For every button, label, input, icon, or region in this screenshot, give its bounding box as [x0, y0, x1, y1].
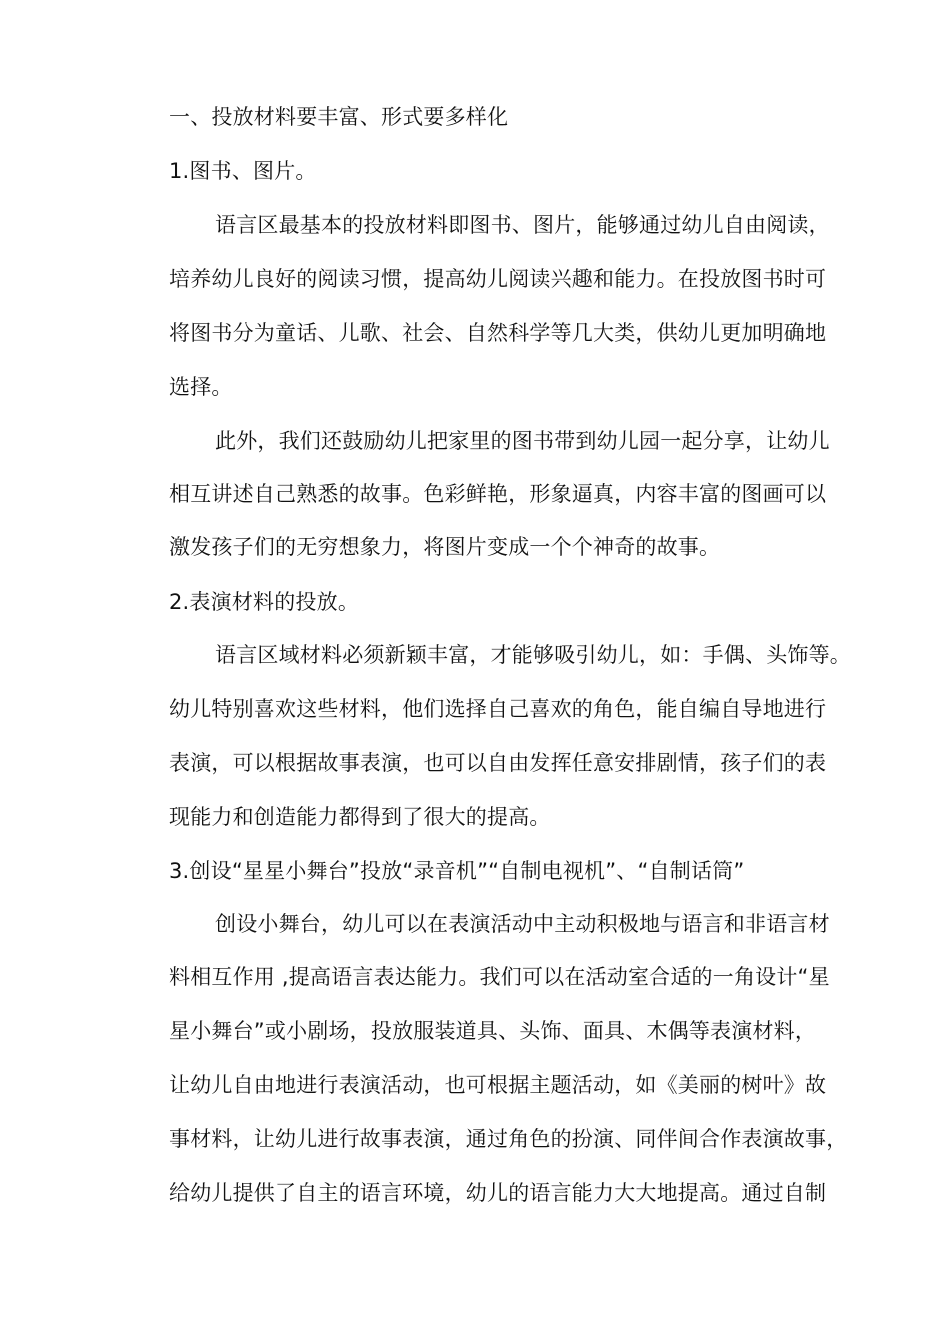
paragraph-line: 事材料，让幼儿进行故事表演，通过角色的扮演、同伴间合作表演故事，: [169, 1127, 848, 1151]
paragraph-line: 选择。: [169, 375, 233, 399]
paragraph-line: 语言区域材料必须新颖丰富，才能够吸引幼儿，如：手偶、头饰等。: [215, 643, 851, 667]
paragraph-line: 星小舞台”或小剧场，投放服装道具、头饰、面具、木偶等表演材料，: [169, 1019, 817, 1043]
paragraph-line: 现能力和创造能力都得到了很大的提高。: [169, 805, 551, 829]
paragraph-line: 给幼儿提供了自主的语言环境，幼儿的语言能力大大地提高。通过自制: [169, 1181, 827, 1205]
paragraph-line: 幼儿特别喜欢这些材料，他们选择自己喜欢的角色，能自编自导地进行: [169, 697, 827, 721]
paragraph-line: 语言区最基本的投放材料即图书、图片，能够通过幼儿自由阅读，: [215, 213, 830, 237]
subsection-heading-3: 3.创设“星星小舞台”投放“录音机”“自制电视机”、“自制话筒”: [169, 859, 745, 883]
subsection-heading-1: 1.图书、图片。: [169, 159, 317, 183]
paragraph-line: 料相互作用 ,提高语言表达能力。我们可以在活动室合适的一角设计“星: [169, 965, 830, 989]
paragraph-line: 培养幼儿良好的阅读习惯，提高幼儿阅读兴趣和能力。在投放图书时可: [169, 267, 827, 291]
paragraph-line: 创设小舞台，幼儿可以在表演活动中主动积极地与语言和非语言材: [215, 912, 830, 936]
paragraph-line: 激发孩子们的无穷想象力，将图片变成一个个神奇的故事。: [169, 535, 721, 559]
paragraph-line: 相互讲述自己熟悉的故事。色彩鲜艳，形象逼真，内容丰富的图画可以: [169, 482, 827, 506]
paragraph-line: 此外，我们还鼓励幼儿把家里的图书带到幼儿园一起分享，让幼儿: [215, 429, 830, 453]
subsection-heading-2: 2.表演材料的投放。: [169, 590, 360, 614]
paragraph-line: 让幼儿自由地进行表演活动，也可根据主题活动，如《美丽的树叶》故: [169, 1073, 827, 1097]
paragraph-line: 表演，可以根据故事表演，也可以自由发挥任意安排剧情，孩子们的表: [169, 751, 827, 775]
paragraph-line: 将图书分为童话、儿歌、社会、自然科学等几大类，供幼儿更加明确地: [169, 321, 827, 345]
section-heading: 一、投放材料要丰富、形式要多样化: [169, 105, 509, 129]
